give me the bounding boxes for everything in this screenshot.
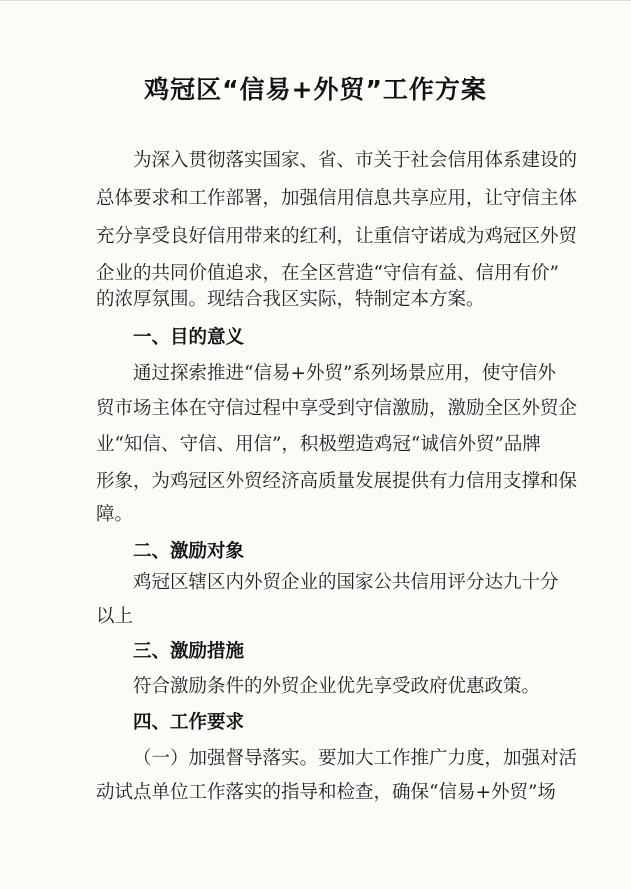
section-line: 形象，为鸡冠区外贸经济高质量发展提供有力信用支撑和保 [96,471,578,492]
section-heading: 一、目的意义 [133,327,245,348]
section-heading: 二、激励对象 [133,541,245,562]
intro-line: 企业的共同价值追求，在全区营造“守信有益、信用有价” [96,263,559,284]
section-line: 动试点单位工作落实的指导和检查，确保“信易+外贸”场 [96,782,556,803]
document-title: 鸡冠区“信易+外贸”工作方案 [144,75,487,104]
intro-line: 充分享受良好信用带来的红利，让重信守诺成为鸡冠区外贸 [96,226,578,247]
scan-edge [0,0,631,1]
section-line: 符合激励条件的外贸企业优先享受政府优惠政策。 [133,676,541,697]
section-line: 通过探索推进“信易+外贸”系列场景应用，使守信外 [133,363,556,384]
section-line: （一）加强督导落实。要加大工作推广力度，加强对活 [133,748,578,769]
section-line: 障。 [96,504,134,525]
section-line: 贸市场主体在守信过程中享受到守信激励，激励全区外贸企 [96,398,578,419]
intro-line: 的浓厚氛围。现结合我区实际，特制定本方案。 [96,289,485,310]
section-line: 业“知信、守信、用信”，积极塑造鸡冠“诚信外贸”品牌 [96,434,541,455]
intro-line: 为深入贯彻落实国家、省、市关于社会信用体系建设的 [133,150,578,171]
section-line: 鸡冠区辖区内外贸企业的国家公共信用评分达九十分 [133,572,559,593]
section-heading: 四、工作要求 [133,712,245,733]
section-heading: 三、激励措施 [133,641,245,662]
section-line: 以上 [96,606,134,627]
intro-line: 总体要求和工作部署，加强信用信息共享应用，让守信主体 [96,188,578,209]
